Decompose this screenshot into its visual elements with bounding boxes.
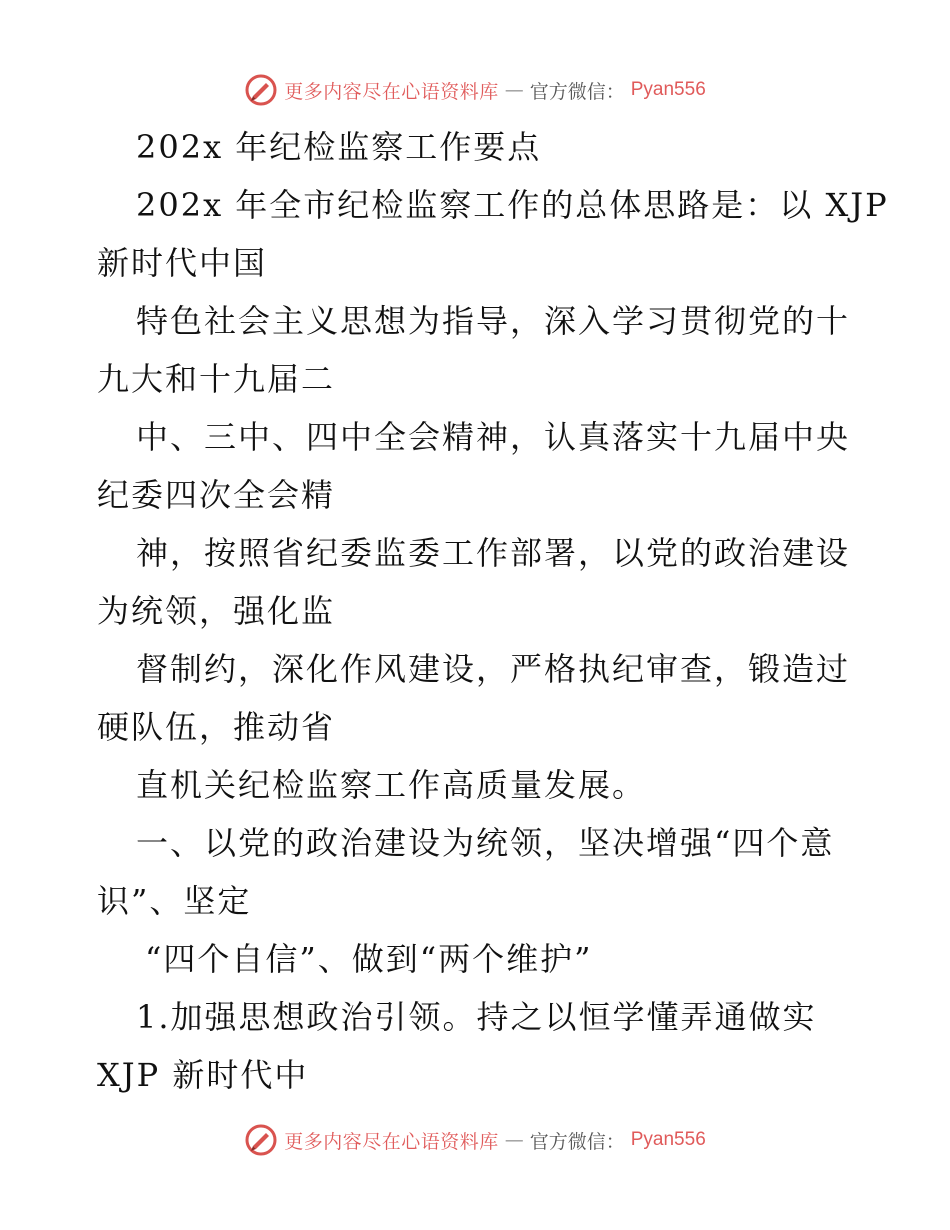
document-title: 202x 年纪检监察工作要点 — [136, 128, 542, 166]
logo-icon — [244, 1123, 278, 1157]
banner-separator: — — [504, 79, 524, 101]
paragraph-line: XJP 新时代中 — [97, 1056, 309, 1094]
paragraph-line: 九大和十九届二 — [97, 360, 336, 398]
section-heading: 一、以党的政治建设为统领，坚决增强“四个意 — [136, 824, 835, 862]
banner-separator: — — [504, 1129, 524, 1151]
paragraph-line: 特色社会主义思想为指导，深入学习贯彻党的十 — [136, 302, 851, 340]
paragraph-line: 神，按照省纪委监委工作部署，以党的政治建设 — [136, 534, 851, 572]
paragraph-line: 督制约，深化作风建设，严格执纪审查，锻造过 — [136, 650, 851, 688]
logo-icon — [244, 73, 278, 107]
banner-wechat-id: Pyan556 — [630, 1129, 706, 1150]
paragraph-line: 纪委四次全会精 — [97, 476, 336, 514]
paragraph-line: 202x 年全市纪检监察工作的总体思路是：以 XJP — [136, 186, 889, 224]
banner-text: 更多内容尽在心语资料库 — [284, 1130, 499, 1153]
banner-label: 官方微信： — [529, 1130, 625, 1153]
paragraph-line: 中、三中、四中全会精神，认真落实十九届中央 — [136, 418, 851, 456]
paragraph-line: 新时代中国 — [97, 244, 268, 282]
section-heading-cont: “四个自信”、做到“两个维护” — [145, 940, 593, 978]
banner-wechat-id: Pyan556 — [630, 79, 706, 100]
paragraph-line: 硬队伍，推动省 — [97, 708, 336, 746]
document-body — [0, 118, 950, 1104]
header-banner — [0, 70, 950, 110]
paragraph-line: 直机关纪检监察工作高质量发展。 — [136, 766, 647, 804]
paragraph-line: 为统领，强化监 — [97, 592, 336, 630]
banner-text: 更多内容尽在心语资料库 — [284, 80, 499, 103]
banner-label: 官方微信： — [529, 80, 625, 103]
paragraph-line: 1.加强思想政治引领。持之以恒学懂弄通做实 — [136, 998, 817, 1036]
section-heading-cont: 识”、坚定 — [97, 882, 252, 920]
footer-banner — [0, 1120, 950, 1160]
